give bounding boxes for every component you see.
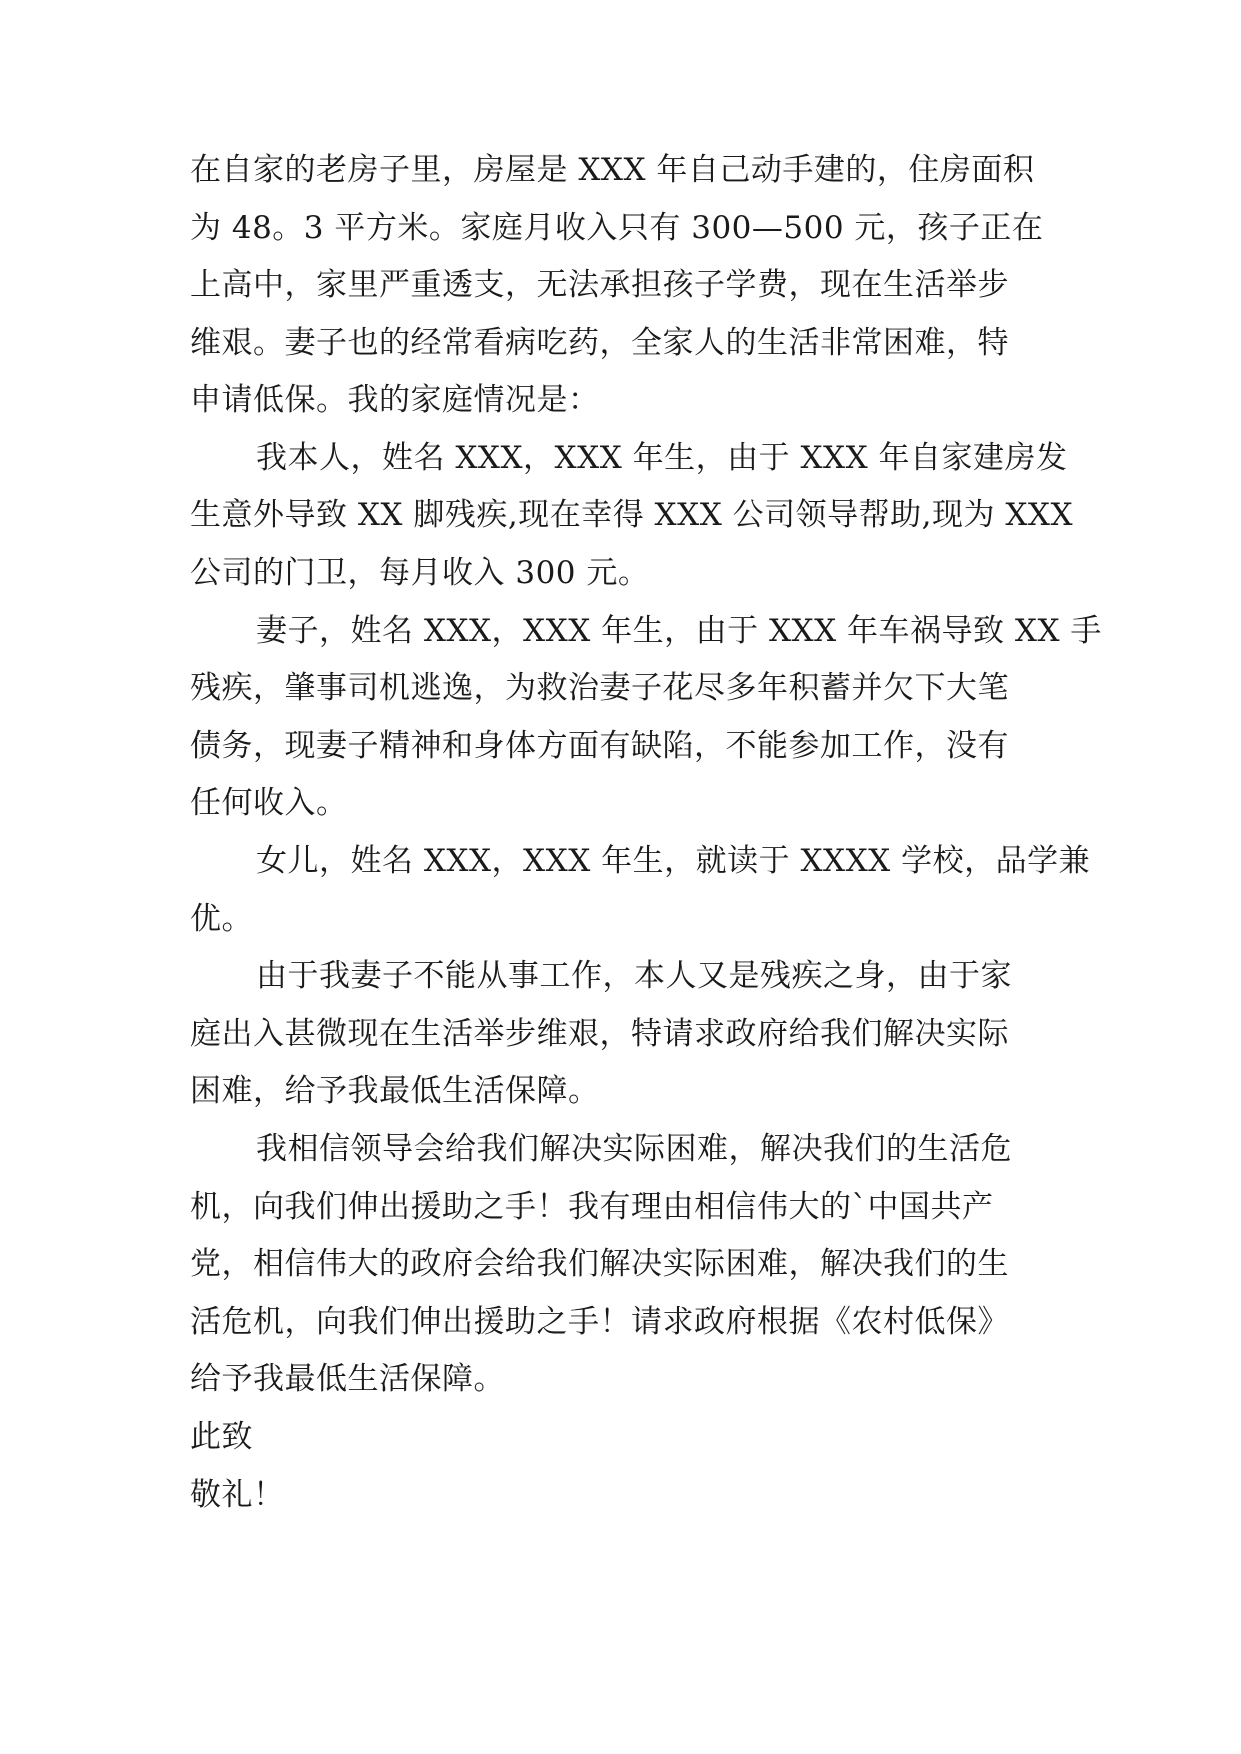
body-line-5: 申请低保。我的家庭情况是： bbox=[190, 382, 600, 418]
body-line-1: 在自家的老房子里，房屋是 XXX 年自己动手建的，住房面积 bbox=[190, 152, 1035, 188]
closing-regards: 敬礼！ bbox=[190, 1477, 285, 1513]
paragraph-wife-line-3: 债务，现妻子精神和身体方面有缺陷，不能参加工作，没有 bbox=[190, 728, 1009, 764]
paragraph-self-line-1: 我本人，姓名 XXX，XXX 年生，由于 XXX 年自家建房发 bbox=[256, 440, 1068, 476]
paragraph-request-line-2: 庭出入甚微现在生活举步维艰，特请求政府给我们解决实际 bbox=[190, 1016, 1009, 1052]
paragraph-daughter-line-1: 女儿，姓名 XXX，XXX 年生，就读于 XXXX 学校，品学兼 bbox=[256, 843, 1091, 879]
paragraph-trust-line-2: 机，向我们伸出援助之手！我有理由相信伟大的`中国共产 bbox=[190, 1189, 994, 1225]
paragraph-trust-line-3: 党，相信伟大的政府会给我们解决实际困难，解决我们的生 bbox=[190, 1246, 1009, 1282]
paragraph-trust-line-1: 我相信领导会给我们解决实际困难，解决我们的生活危 bbox=[256, 1131, 1012, 1167]
paragraph-trust-line-5: 给予我最低生活保障。 bbox=[190, 1361, 505, 1397]
paragraph-wife-line-1: 妻子，姓名 XXX，XXX 年生，由于 XXX 年车祸导致 XX 手 bbox=[256, 613, 1102, 649]
paragraph-request-line-3: 困难，给予我最低生活保障。 bbox=[190, 1073, 600, 1109]
paragraph-request-line-1: 由于我妻子不能从事工作，本人又是残疾之身，由于家 bbox=[256, 958, 1012, 994]
closing-salutation: 此致 bbox=[190, 1419, 253, 1455]
body-line-3: 上高中，家里严重透支，无法承担孩子学费，现在生活举步 bbox=[190, 267, 1009, 303]
paragraph-self-line-3: 公司的门卫，每月收入 300 元。 bbox=[190, 555, 650, 591]
body-line-2: 为 48。3 平方米。家庭月收入只有 300—500 元，孩子正在 bbox=[190, 210, 1044, 246]
body-line-4: 维艰。妻子也的经常看病吃药，全家人的生活非常困难，特 bbox=[190, 325, 1009, 361]
paragraph-wife-line-2: 残疾，肇事司机逃逸，为救治妻子花尽多年积蓄并欠下大笔 bbox=[190, 670, 1009, 706]
paragraph-wife-line-4: 任何收入。 bbox=[190, 785, 348, 821]
paragraph-daughter-line-2: 优。 bbox=[190, 901, 253, 937]
paragraph-trust-line-4: 活危机，向我们伸出援助之手！请求政府根据《农村低保》 bbox=[190, 1304, 1009, 1340]
paragraph-self-line-2: 生意外导致 XX 脚残疾,现在幸得 XXX 公司领导帮助,现为 XXX bbox=[190, 497, 1074, 533]
